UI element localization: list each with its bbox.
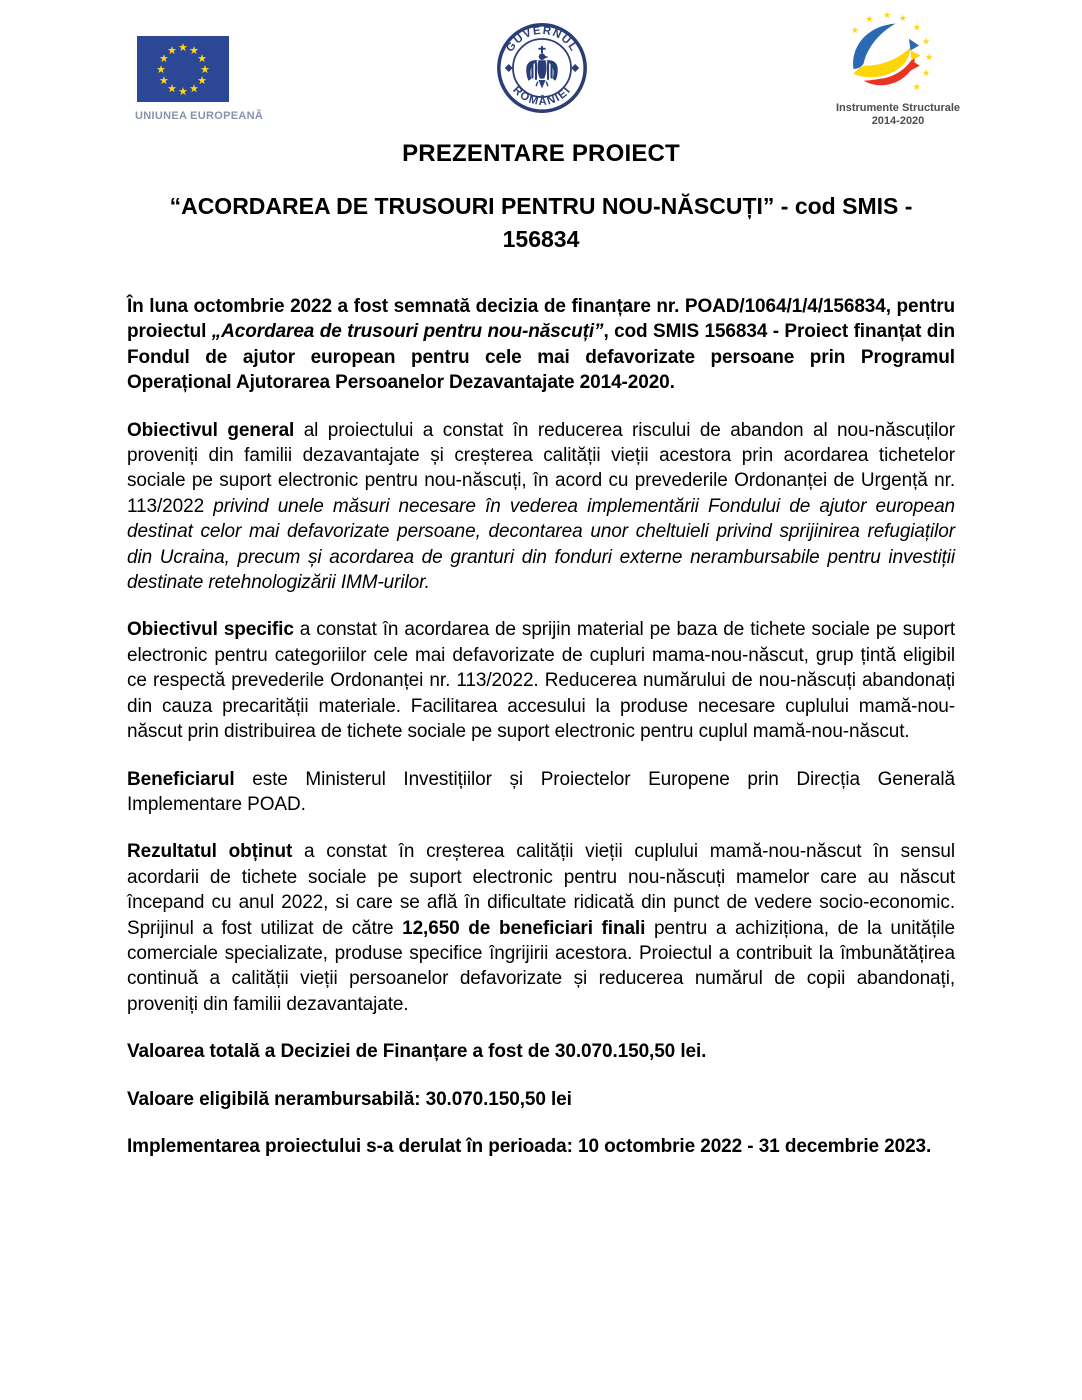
text-segment: privind unele măsuri necesare în vederea implementării Fondului de ajutor european destinat celor mai defavorizate persoane, decontarea unor cheltuieli privind sprijinirea refugiaților din Ucraina, precum și acordarea de granturi din fonduri externe nerambursabile pentru investiții destinate retehnologizării IMM-urilor. [127,495,956,594]
gov-logo-block [496,22,588,119]
text-segment: al proiectului a constat în reducerea riscului de abandon al nou-născuților proveniți din familii dezavantajate și creșterea calității vieții acestora prin acordarea tichetelor sociale pe suport electronic pentru nou-născuți, în acord cu prevederile Ordonanței de Urgență nr. 113/2022 [127,419,956,517]
text-segment: În luna octombrie 2022 a fost semnată decizia de finanțare nr. POAD/1064/1/4/156834, pentru proiectul [127,296,955,343]
eu-logo-block [135,36,264,122]
text-segment: , cod SMIS 156834 - Proiect finanțat din Fondul de ajutor european pentru cele mai defavorizate persoane prin Programul Operațional Ajutorarea Persoanelor Dezavantajate 2014-2020. [127,321,955,394]
text-segment: Valoarea totală a Deciziei de Finanțare a fost de 30.070.150,50 lei. [127,1041,707,1063]
document-body [127,294,955,1159]
text-segment: Rezultatul obținut [127,841,293,863]
text-segment: Obiectivul general [127,419,295,441]
body-paragraph [127,767,955,818]
text-segment: Implementarea proiectului s-a derulat în perioada: 10 octombrie 2022 - 31 decembrie 2023. [127,1135,932,1157]
document-subtitle [0,190,1082,256]
body-paragraph [127,1039,955,1064]
subtitle-line-2: 156834 [502,226,580,252]
eu-logo-caption: UNIUNEA EUROPEANĂ [135,110,264,122]
text-segment: Beneficiarul [127,768,235,790]
body-paragraph [127,418,955,596]
body-paragraph [127,617,955,744]
body-paragraph [127,1134,955,1159]
eu-flag-icon [137,36,229,102]
structural-logo-block [835,10,961,128]
text-segment: 12,650 de beneficiari finali [402,917,646,939]
text-segment: Obiectivul specific [127,619,294,641]
document-title: PREZENTARE PROIECT [402,140,680,167]
text-segment: a constat în acordarea de sprijin material pe baza de tichete sociale pe suport electronic pentru categoriilor cele mai defavorizate de cupluri mama-nou-născut, grup țintă eligibil ce respectă prevederile Ordonanței nr. 113/2022. Reducerea numărului de nou-născuți abandonați din cauza precarității materiale. Facilitarea accesului la produse necesare cuplului mamă-nou-născut prin distribuirea de tichete sociale pe suport electronic pentru cuplul mamă-nou-născut. [127,619,955,743]
logo-header [0,0,1082,130]
body-paragraph [127,839,955,1017]
structural-logo-caption-line1: Instrumente Structurale [835,102,961,114]
text-segment: a constat în creșterea calității vieții cuplului mamă-nou-născut în sensul acordarii de tichete sociale pe suport electronic pentru nou-născuți mamelor care au născut începand cu anul 2022, si care se află în dificultate ridicată din punct de vedere socio-economic. Sprijinul a fost utilizat de către [127,841,955,939]
romanian-government-seal-icon [496,22,588,114]
structural-instruments-icon [835,10,961,96]
body-paragraph [127,294,955,396]
text-segment: pentru a achiziționa, de la unitățile comerciale specializate, produse specifice îngrijirii acestora. Proiectul a contribuit la îmbunătățirea continuă a calității vieții persoanelor defavorizate și reducerea numărul de copii abandonați, proveniți din familii dezavantajate. [127,917,956,1015]
structural-logo-caption-line2: 2014-2020 [871,115,925,127]
body-paragraph [127,1087,955,1112]
subtitle-line-1: “ACORDAREA DE TRUSOURI PENTRU NOU-NĂSCUȚI” - cod SMIS - [169,193,913,219]
gov-seal-bottom-text: ROMÂNIEI [510,84,574,108]
gov-seal-top-text: GUVERNUL [504,24,581,55]
text-segment: „Acordarea de trusouri pentru nou-născuți” [211,321,604,343]
text-segment: Valoare eligibilă nerambursabilă: 30.070.150,50 lei [127,1088,572,1110]
text-segment: este Ministerul Investițiilor și Proiectelor Europene prin Direcția Generală Implementare POAD. [127,768,955,815]
